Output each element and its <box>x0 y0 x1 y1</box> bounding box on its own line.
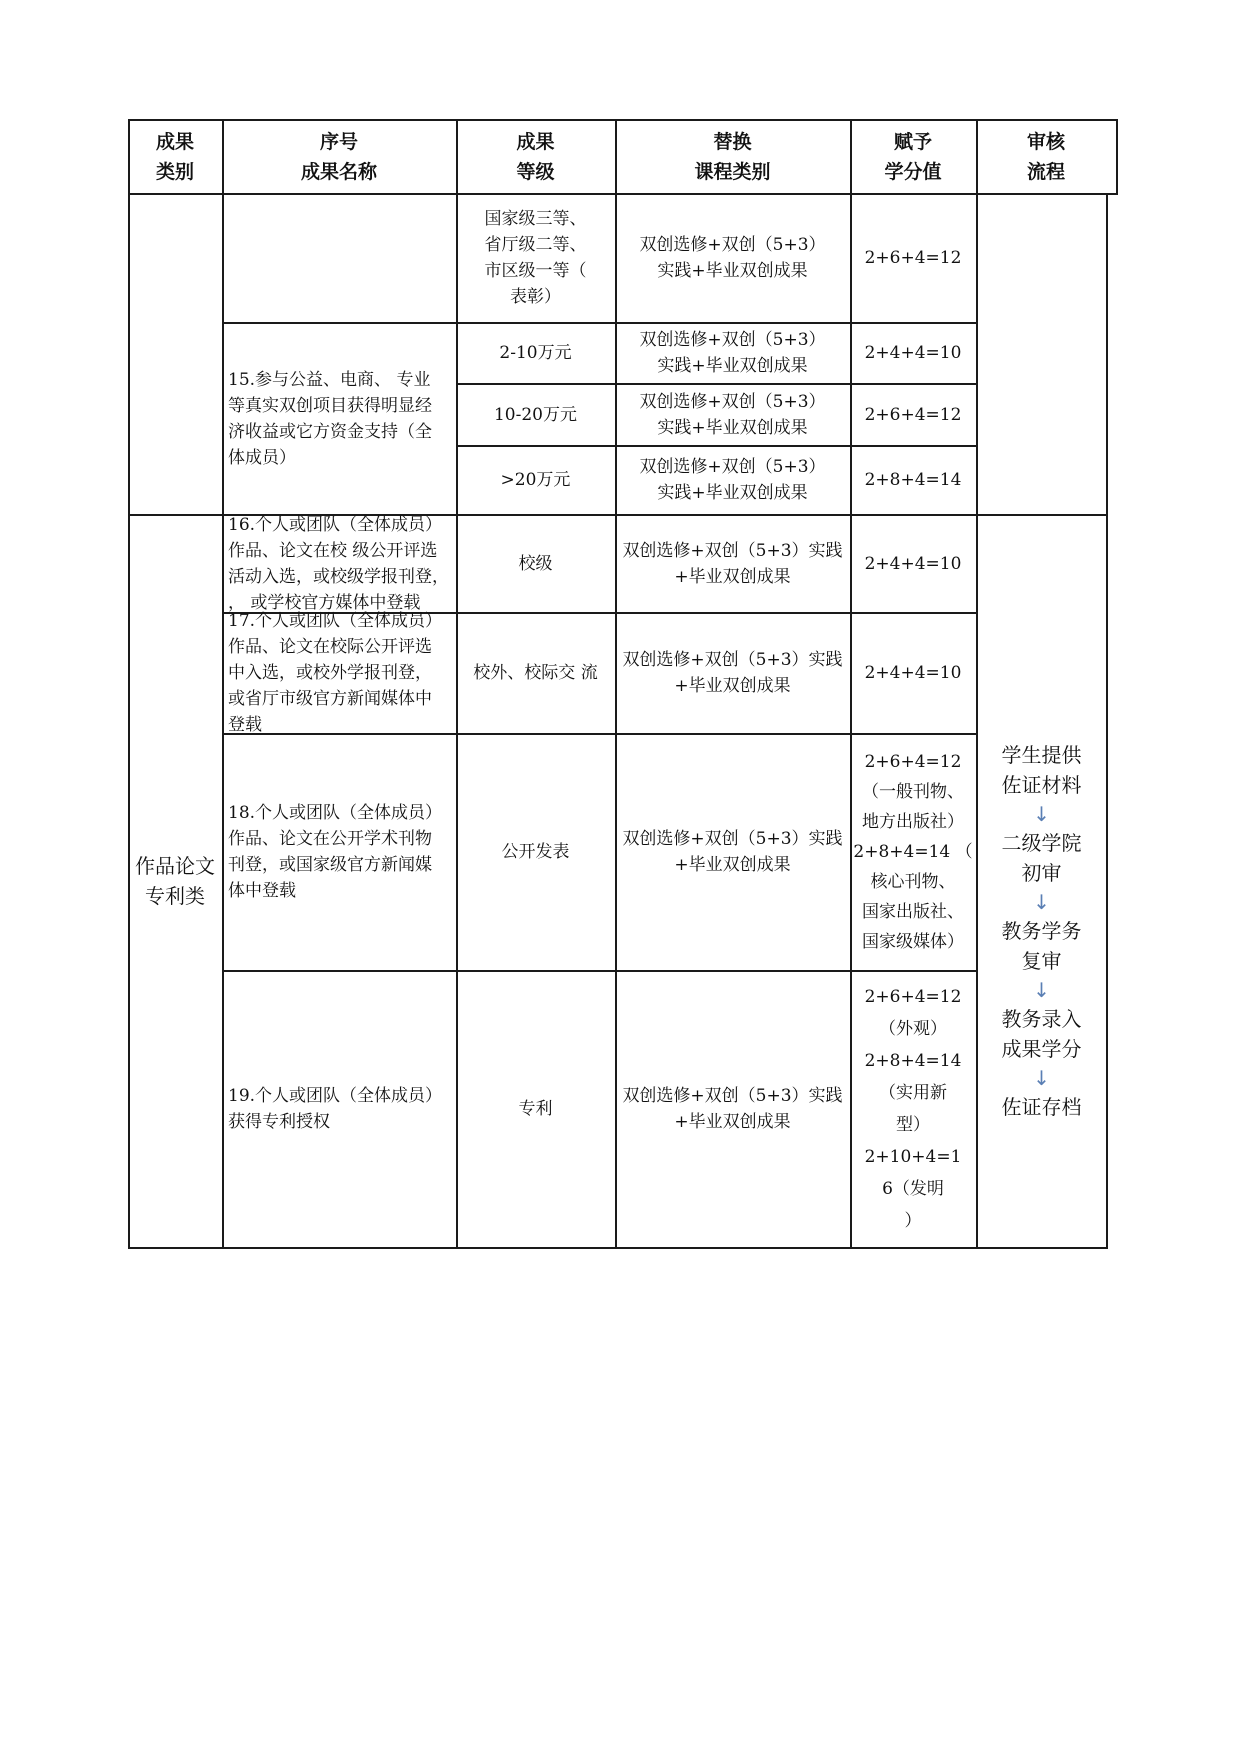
course-cell: 双创选修+双创（5+3）实践 +毕业双创成果 <box>622 650 843 696</box>
level-cell: 专利 <box>518 1099 553 1119</box>
table-border <box>1106 193 1108 1249</box>
credit-cell: 2+8+4=14 <box>864 470 962 490</box>
flow-step: 二级学院 <box>1001 831 1082 855</box>
header-course: 替换 课程类别 <box>694 130 771 183</box>
flow-step: 教务学务 <box>1001 919 1082 943</box>
flow-step: 初审 <box>1021 861 1062 885</box>
credit-cell: 2+4+4=10 <box>864 663 962 683</box>
category-works-papers-patents: 作品论文 专利类 <box>135 854 215 908</box>
course-cell: 双创选修+双创（5+3）实践 +毕业双创成果 <box>622 829 843 875</box>
flow-step: 复审 <box>1021 949 1062 973</box>
level-cell: 国家级三等、 省厅级二等、 市区级一等（ 表彰） <box>484 209 587 307</box>
credit-cell: 2+6+4=12 <box>864 248 962 268</box>
item-name-19: 19.个人或团队（全体成员） 获得专利授权 <box>228 1086 443 1132</box>
credit-cell: 2+6+4=12 <box>864 404 962 425</box>
item-name-17: 17.个人或团队（全体成员） 作品、论文在校际公开评选 中入选，或校外学报刊登， 或省厅市级官方新闻媒体中 登载 <box>228 611 443 735</box>
level-cell: >20万元 <box>500 470 571 490</box>
course-cell: 双创选修+双创（5+3） 实践+毕业双创成果 <box>639 457 826 503</box>
arrow-down-icon: ↓ <box>1033 1066 1050 1090</box>
level-cell: 校级 <box>518 553 553 574</box>
item-name-16: 16.个人或团队（全体成员） 作品、论文在校 级公开评选 活动入选，或校级学报刊登， ， 或学校官方媒体中登载 <box>228 514 449 613</box>
arrow-down-icon: ↓ <box>1033 978 1050 1002</box>
item-name-15: 15.参与公益、电商、 专业 等真实双创项目获得明显经 济收益或它方资金支持（全 体成员） <box>228 369 432 468</box>
credit-cell: 2+6+4=12 （一般刊物、 地方出版社） 2+8+4=14 （ 核心刊物、 国家出版社、 国家级媒体） <box>853 752 973 952</box>
review-flow <box>977 740 1106 1220</box>
flow-step: 成果学分 <box>1001 1037 1082 1061</box>
course-cell: 双创选修+双创（5+3）实践 +毕业双创成果 <box>622 1086 843 1132</box>
flow-step: 学生提供 <box>1001 743 1082 767</box>
header-level: 成果 等级 <box>516 130 555 183</box>
level-cell: 10-20万元 <box>493 404 577 425</box>
credit-cell: 2+6+4=12 （外观） 2+8+4=14 （实用新 型） 2+10+4=1 6（发明 ） <box>864 987 962 1231</box>
item-name-18: 18.个人或团队（全体成员） 作品、论文在公开学术刊物 刊登，或国家级官方新闻媒 体中登载 <box>228 803 443 901</box>
level-cell: 公开发表 <box>501 842 570 862</box>
course-cell: 双创选修+双创（5+3） 实践+毕业双创成果 <box>639 391 826 438</box>
header-credit: 赋予 学分值 <box>884 130 942 183</box>
arrow-down-icon: ↓ <box>1033 890 1050 914</box>
flow-step: 佐证材料 <box>1001 773 1082 797</box>
course-cell: 双创选修+双创（5+3）实践 +毕业双创成果 <box>622 540 843 587</box>
arrow-down-icon: ↓ <box>1033 802 1050 826</box>
level-cell: 校外、校际交 流 <box>473 663 598 683</box>
course-cell: 双创选修+双创（5+3） 实践+毕业双创成果 <box>639 330 826 376</box>
level-cell: 2-10万元 <box>499 343 572 363</box>
credit-cell: 2+4+4=10 <box>864 343 962 363</box>
flow-step: 佐证存档 <box>1001 1095 1082 1119</box>
header-name: 序号 成果名称 <box>300 130 377 183</box>
header-review: 审核 流程 <box>1026 130 1065 183</box>
table-border <box>1116 119 1118 194</box>
flow-step: 教务录入 <box>1001 1007 1082 1031</box>
credit-cell: 2+4+4=10 <box>864 553 962 574</box>
header-category: 成果 类别 <box>155 130 194 183</box>
table-border <box>128 1247 1107 1249</box>
course-cell: 双创选修+双创（5+3） 实践+毕业双创成果 <box>639 235 826 281</box>
